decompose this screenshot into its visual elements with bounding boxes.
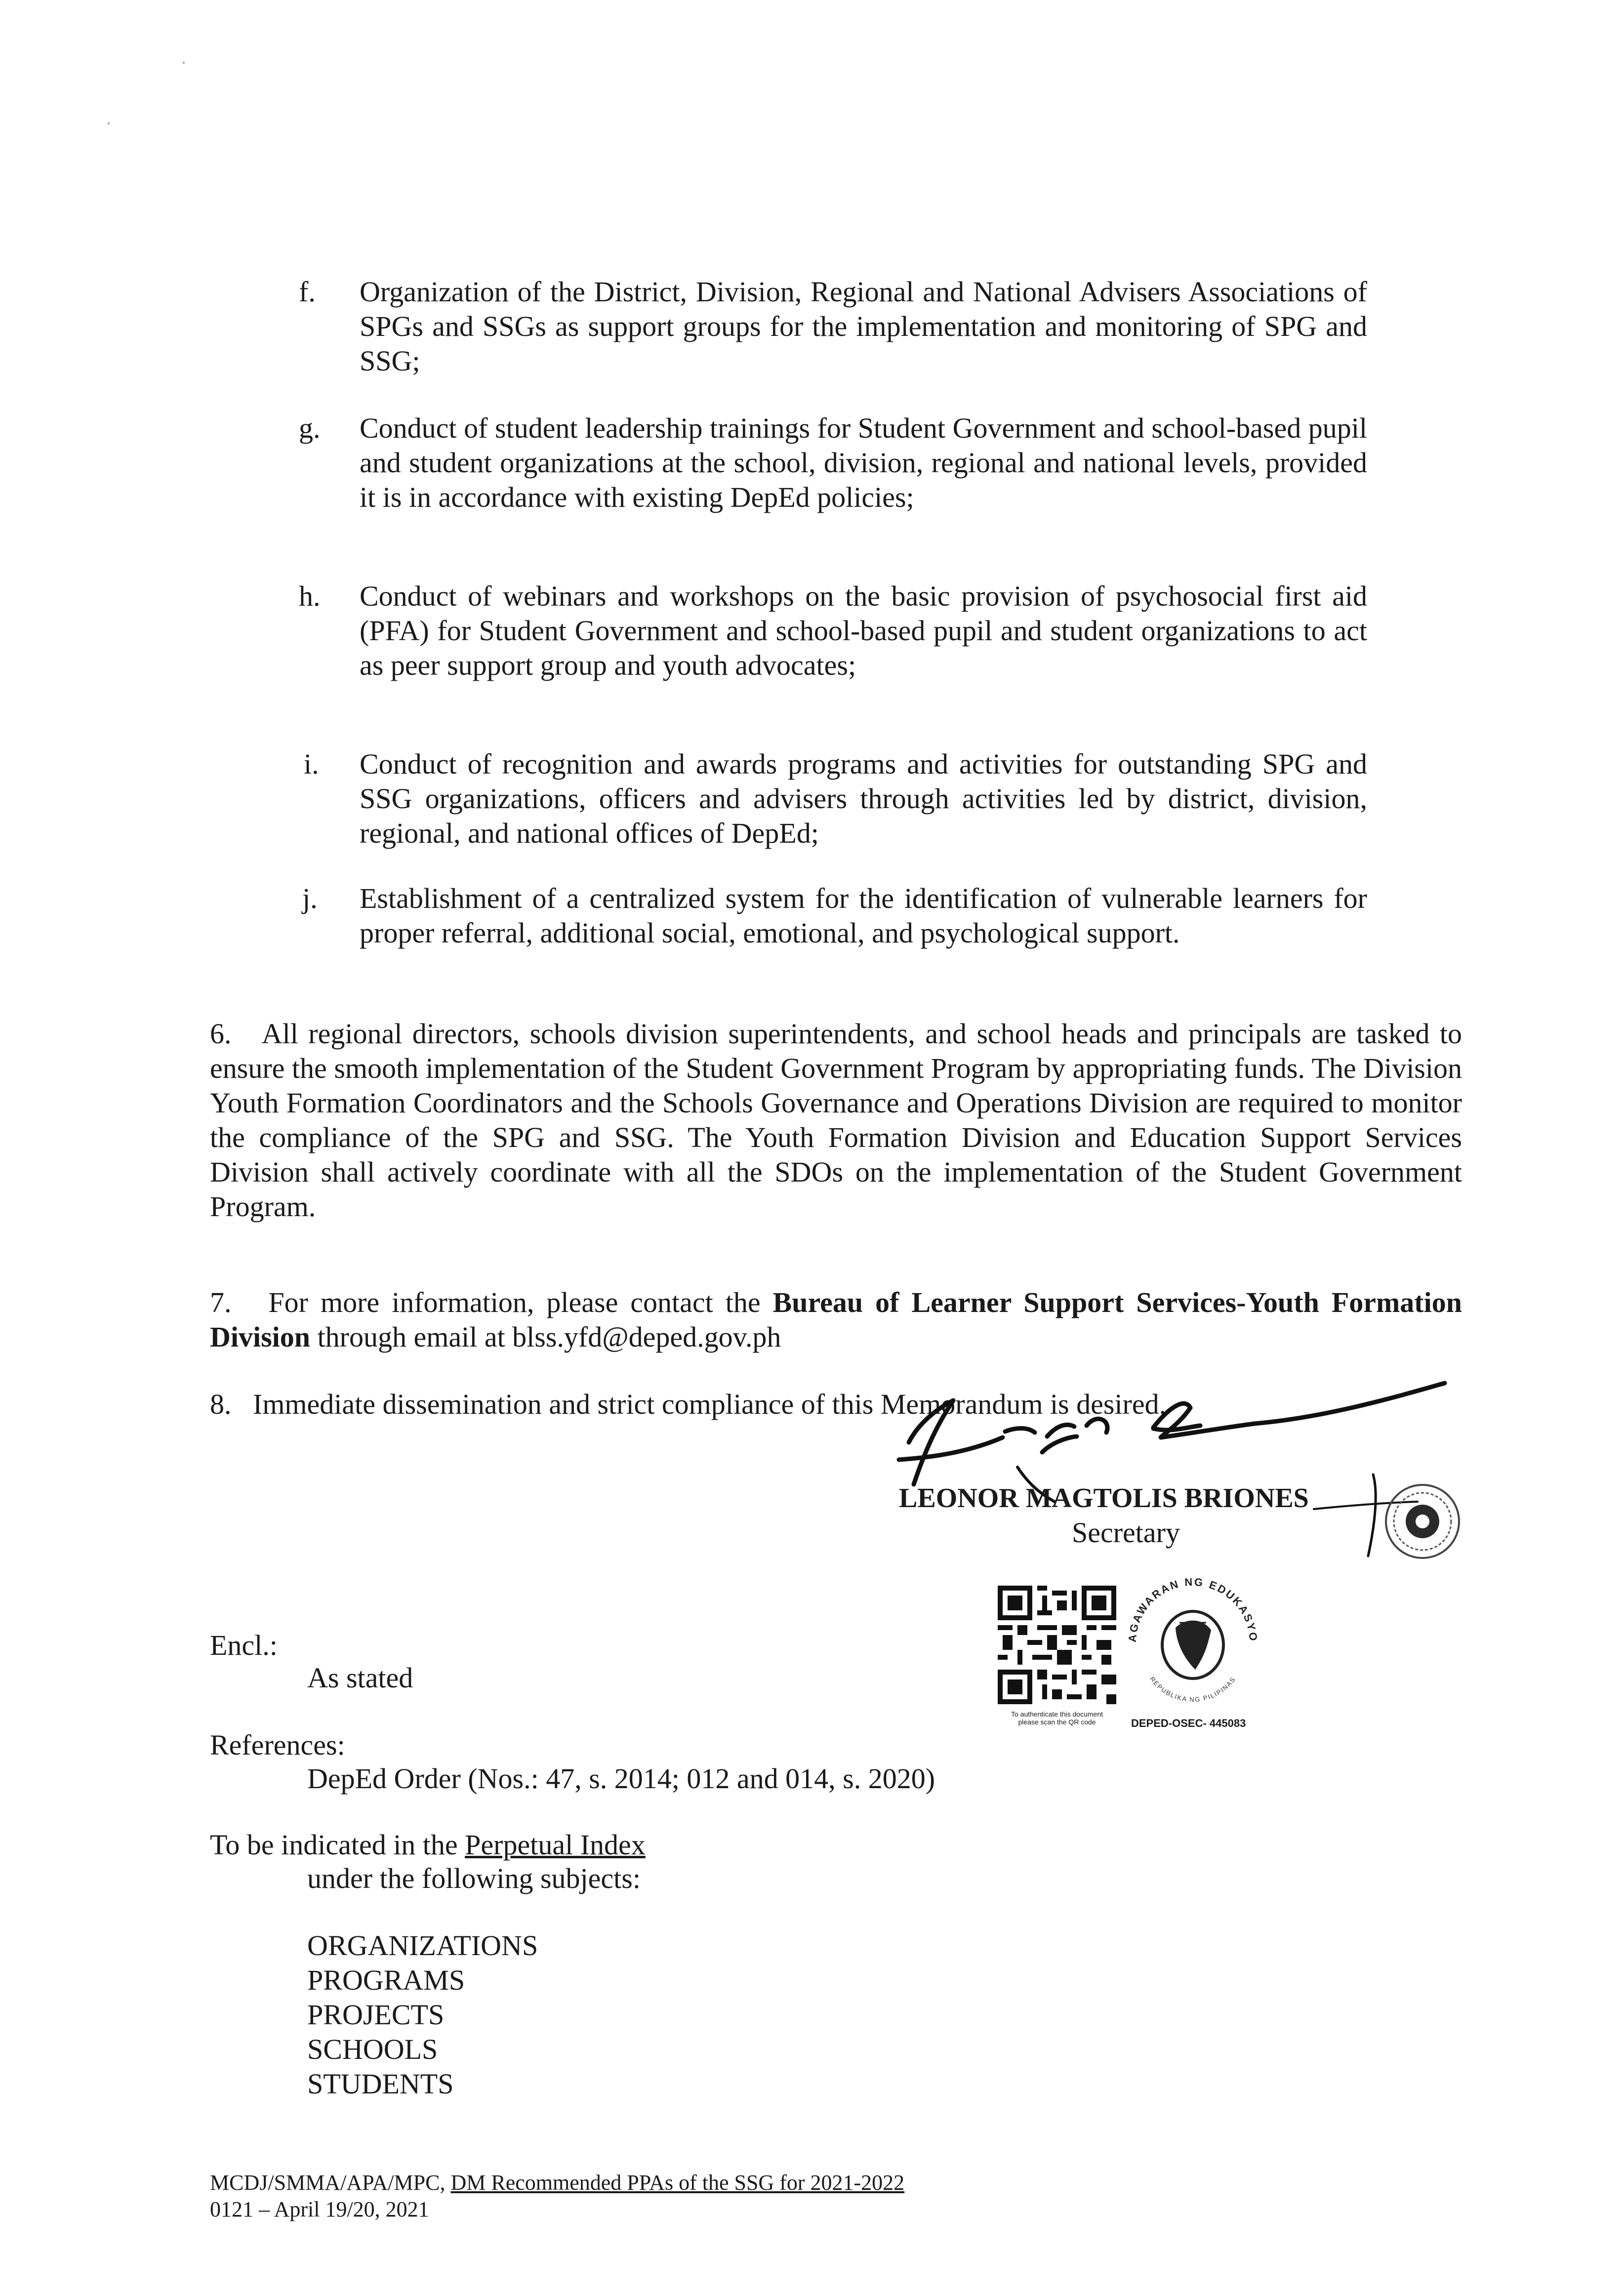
paragraph-7-text: 7. For more information, please contact the bbox=[210, 1286, 773, 1318]
paragraph-8: 8. Immediate dissemination and strict compliance of this Memorandum is desired. bbox=[210, 1388, 1167, 1420]
references-label: References: bbox=[210, 1729, 345, 1761]
subject-item: PROJECTS bbox=[307, 1999, 445, 2031]
footer-initials: MCDJ/SMMA/APA/MPC, bbox=[210, 2170, 451, 2195]
qr-code-icon bbox=[998, 1586, 1116, 1704]
perpetual-index-prefix: To be indicated in the bbox=[210, 1829, 465, 1861]
list-item-text: Conduct of recognition and awards programs and activities for outstanding SPG and SSG organizations, officers and advisers through activities led by district, division, regional, and national offices of DepEd; bbox=[360, 748, 1367, 849]
enclosure-label: Encl.: bbox=[210, 1629, 278, 1661]
signatory-name: LEONOR MAGTOLIS BRIONES bbox=[899, 1483, 1309, 1514]
list-item-letter: f. bbox=[299, 276, 316, 308]
deped-seal-icon bbox=[1121, 1571, 1264, 1714]
subject-item: STUDENTS bbox=[307, 2068, 454, 2100]
dry-seal-icon bbox=[1383, 1482, 1462, 1561]
list-item-letter: i. bbox=[304, 748, 319, 780]
list-item-letter: j. bbox=[302, 882, 318, 914]
enclosure-value: As stated bbox=[307, 1662, 413, 1694]
list-item-letter: h. bbox=[299, 580, 321, 612]
contact-email: through email at blss.yfd@deped.gov.ph bbox=[310, 1321, 781, 1353]
qr-caption-line: please scan the QR code bbox=[1018, 1718, 1096, 1726]
scan-speck bbox=[108, 123, 110, 124]
seal-arc-text: AGAWARAN NG EDUKASYO bbox=[1126, 1575, 1260, 1643]
footer-document-title: DM Recommended PPAs of the SSG for 2021-2022 bbox=[450, 2170, 905, 2195]
list-item-letter: g. bbox=[299, 412, 321, 444]
contact-bureau: Bureau of Learner Support Services-Youth Formation Division bbox=[210, 1286, 1462, 1353]
footer-reference bbox=[210, 2170, 904, 2223]
list-item-text: Conduct of student leadership trainings for Student Government and school-based pupil and student organizations at the school, division, regional and national levels, provided it is in accordance with existing DepEd policies; bbox=[360, 412, 1367, 513]
list-item-text: Organization of the District, Division, Regional and National Advisers Associations of SPGs and SSGs as support groups for the implementation and monitoring of SPG and SSG; bbox=[360, 276, 1367, 377]
list-item-text: Establishment of a centralized system for the identification of vulnerable learners for proper referral, additional social, emotional, and psychological support. bbox=[360, 882, 1367, 949]
subject-item: PROGRAMS bbox=[307, 1964, 465, 1996]
references-value: DepEd Order (Nos.: 47, s. 2014; 012 and 014, s. 2020) bbox=[307, 1762, 935, 1795]
seal-arc-text: REPUBLIKA NG PILIPINAS bbox=[1148, 1675, 1237, 1704]
perpetual-index-subline: under the following subjects: bbox=[307, 1862, 641, 1894]
signatory-title: Secretary bbox=[1072, 1516, 1180, 1549]
subject-item: ORGANIZATIONS bbox=[307, 1929, 538, 1962]
subjects-list bbox=[307, 1928, 538, 2101]
document-code: DEPED-OSEC- 445083 bbox=[1131, 1717, 1246, 1729]
qr-caption bbox=[968, 1710, 1146, 1726]
paragraph-6: 6. All regional directors, schools division superintendents, and school heads and principals are tasked to ensure the smooth implementation of the Student Government Program by appropriating funds. The Division Youth Formation Coordinators and the Schools Governance and Operations Division are required to monitor the compliance of the SPG and SSG. The Youth Formation Division and Education Support Services Division shall actively coordinate with all the SDOs on the implementation of the Student Government Program. bbox=[210, 1018, 1462, 1223]
subject-item: SCHOOLS bbox=[307, 2033, 438, 2065]
footer-date: 0121 – April 19/20, 2021 bbox=[210, 2197, 429, 2221]
qr-caption-line: To authenticate this document bbox=[1011, 1710, 1103, 1718]
perpetual-index-link: Perpetual Index bbox=[465, 1829, 646, 1861]
paragraph-7 bbox=[210, 1285, 1462, 1354]
list-item-text: Conduct of webinars and workshops on the basic provision of psychosocial first aid (PFA) for Student Government and school-based pupil and student organizations to act as peer support group and youth advocates; bbox=[360, 580, 1367, 681]
perpetual-index-line bbox=[210, 1828, 646, 1862]
scan-speck bbox=[183, 62, 185, 64]
footer-line bbox=[210, 2170, 904, 2196]
